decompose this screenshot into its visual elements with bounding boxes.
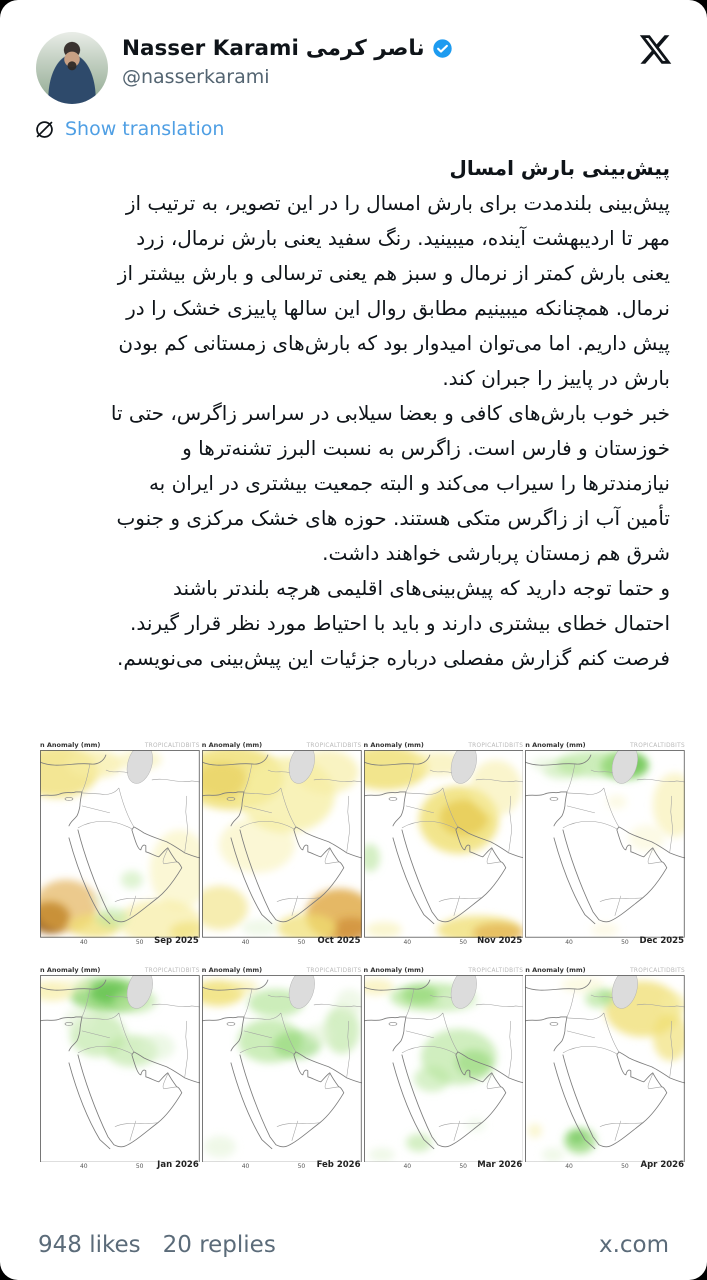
translate-icon	[34, 119, 55, 140]
replies-count: 20 replies	[162, 1232, 276, 1258]
map-watermark: TROPICALTIDBITS	[468, 743, 524, 749]
preview-footer	[38, 1232, 669, 1258]
map-watermark: TROPICALTIDBITS	[144, 967, 200, 974]
tweet-text-line: یعنی بارش کمتر از نرمال و سبز هم یعنی ترسالی و بارش بیشتر از	[117, 261, 670, 285]
forecast-map-feb-2026	[202, 963, 362, 1176]
engagement-counts	[38, 1232, 276, 1258]
lon-tick-40: 40	[403, 1163, 412, 1171]
tweet-text-line: خوزستان و فارس است. زاگرس به نسبت البرز تشنه‌ترها و	[182, 436, 670, 460]
map-month-label: Mar 2026	[477, 1160, 523, 1171]
map-axis	[40, 1162, 200, 1175]
map-canvas	[364, 975, 524, 1163]
lon-tick-40: 40	[565, 1163, 573, 1171]
forecast-map-dec-2025	[525, 738, 685, 951]
tweet-text	[37, 151, 670, 676]
tweet-text-line: فرصت کنم گزارش مفصلی درباره جزئیات این پیش‌بینی می‌نویسم.	[117, 646, 670, 670]
map-watermark: TROPICALTIDBITS	[306, 743, 362, 749]
tweet-text-line: و حتما توجه دارید که پیش‌بینی‌های اقلیمی هرچه بلندتر باشند	[173, 576, 670, 600]
tweet-header	[0, 0, 707, 104]
map-header	[364, 963, 524, 975]
map-anomaly-label: n Anomaly (mm)	[363, 741, 424, 749]
map-month-label: Nov 2025	[477, 935, 523, 946]
map-watermark: TROPICALTIDBITS	[630, 743, 685, 749]
lon-tick-50: 50	[459, 938, 467, 946]
map-anomaly-label: n Anomaly (mm)	[201, 741, 263, 749]
verified-badge-icon	[432, 38, 453, 59]
lon-tick-40: 40	[79, 938, 88, 946]
lon-tick-40: 40	[241, 938, 250, 946]
x-logo-icon[interactable]	[638, 32, 673, 67]
map-axis	[525, 1162, 685, 1175]
domain-label: x.com	[598, 1232, 669, 1258]
author-block[interactable]	[122, 30, 453, 88]
map-month-label: Jan 2026	[157, 1160, 199, 1171]
lon-tick-50: 50	[459, 1163, 467, 1171]
forecast-map-sep-2025	[40, 738, 200, 951]
user-handle: @nasserkarami	[122, 66, 270, 88]
lon-tick-50: 50	[297, 1163, 306, 1171]
map-axis	[364, 935, 524, 951]
tweet-body	[37, 186, 670, 676]
map-axis	[40, 935, 200, 951]
tweet-text-line: مهر تا اردیبهشت آینده، میبینید. رنگ سفید یعنی بارش نرمال، زرد	[136, 226, 670, 250]
lon-tick-50: 50	[135, 938, 144, 946]
map-header	[525, 963, 685, 975]
tweet-title: پیش‌بینی بارش امسال	[449, 156, 670, 180]
map-header	[202, 963, 362, 975]
tweet-text-line: تأمین آب از زاگرس متکی هستند. حوزه های خشک مرکزی و جنوب	[116, 506, 670, 530]
map-canvas	[40, 750, 200, 938]
lon-tick-40: 40	[403, 938, 412, 946]
tweet-text-line: پیش‌بینی بلندمدت برای بارش امسال را در این تصویر، به ترتیب از	[125, 191, 670, 215]
map-anomaly-label: n Anomaly (mm)	[525, 741, 586, 749]
forecast-map-jan-2026	[40, 963, 200, 1176]
map-anomaly-label: n Anomaly (mm)	[525, 965, 586, 974]
map-watermark: TROPICALTIDBITS	[306, 967, 362, 974]
map-month-label: Sep 2025	[154, 935, 199, 946]
lon-tick-40: 40	[241, 1163, 250, 1171]
forecast-map-oct-2025	[202, 738, 362, 951]
tweet-text-line: پیش داریم. اما می‌توان امیدوار بود که بارش‌های زمستانی کم بودن	[118, 331, 670, 355]
avatar[interactable]	[36, 32, 108, 104]
map-watermark: TROPICALTIDBITS	[144, 743, 200, 749]
map-canvas	[525, 750, 685, 938]
map-anomaly-label: n Anomaly (mm)	[363, 965, 424, 974]
map-axis	[202, 935, 362, 951]
map-axis	[202, 1162, 362, 1175]
show-translation-label: Show translation	[65, 118, 225, 140]
show-translation-button[interactable]	[34, 118, 707, 140]
map-watermark: TROPICALTIDBITS	[468, 967, 524, 974]
display-name-persian: ناصر کرمی	[305, 36, 425, 61]
likes-count: 948 likes	[38, 1232, 141, 1258]
map-canvas	[202, 975, 362, 1163]
map-header	[40, 963, 200, 975]
map-month-label: Dec 2025	[639, 935, 684, 946]
map-canvas	[525, 975, 685, 1163]
map-axis	[525, 935, 685, 951]
map-canvas	[202, 750, 362, 938]
lon-tick-40: 40	[79, 1163, 88, 1171]
map-axis	[364, 1162, 524, 1175]
map-anomaly-label: n Anomaly (mm)	[40, 741, 101, 749]
display-name	[122, 36, 453, 61]
tweet-text-line: بارش در پاییز را جبران کند.	[442, 366, 670, 390]
forecast-map-apr-2026	[525, 963, 685, 1176]
map-canvas	[40, 975, 200, 1163]
tweet-text-line: خبر خوب بارش‌های کافی و بعضا سیلابی در سراسر زاگرس، حتی تا	[110, 401, 670, 425]
tweet-text-line: نرمال. همچنانکه میبینیم مطابق روال این سالها پاییزی خشک را در	[126, 296, 670, 320]
display-name-latin: Nasser Karami	[122, 36, 299, 61]
lon-tick-50: 50	[297, 938, 306, 946]
map-header	[202, 738, 362, 750]
tweet-text-line: نیازمندترها را سیراب می‌کند و البته جمعیت بیشتری در ایران به	[148, 471, 670, 495]
forecast-map-nov-2025	[364, 738, 524, 951]
tweet-text-line: شرق هم زمستان پربارشی خواهند داشت.	[322, 541, 670, 565]
lon-tick-50: 50	[621, 1163, 629, 1171]
map-watermark: TROPICALTIDBITS	[630, 967, 685, 974]
map-month-label: Feb 2026	[316, 1160, 361, 1171]
map-month-label: Apr 2026	[640, 1160, 684, 1171]
lon-tick-40: 40	[565, 938, 573, 946]
lon-tick-50: 50	[135, 1163, 144, 1171]
forecast-maps-image[interactable]	[40, 738, 685, 1175]
map-canvas	[364, 750, 524, 938]
map-header	[364, 738, 524, 750]
map-anomaly-label: n Anomaly (mm)	[201, 965, 263, 974]
map-header	[40, 738, 200, 750]
map-month-label: Oct 2025	[317, 935, 361, 946]
map-anomaly-label: n Anomaly (mm)	[40, 965, 101, 974]
tweet-text-line: احتمال خطای بیشتری دارند و باید با احتیاط مورد نظر قرار گیرند.	[129, 611, 670, 635]
lon-tick-50: 50	[621, 938, 629, 946]
map-header	[525, 738, 685, 750]
forecast-map-mar-2026	[364, 963, 524, 1176]
